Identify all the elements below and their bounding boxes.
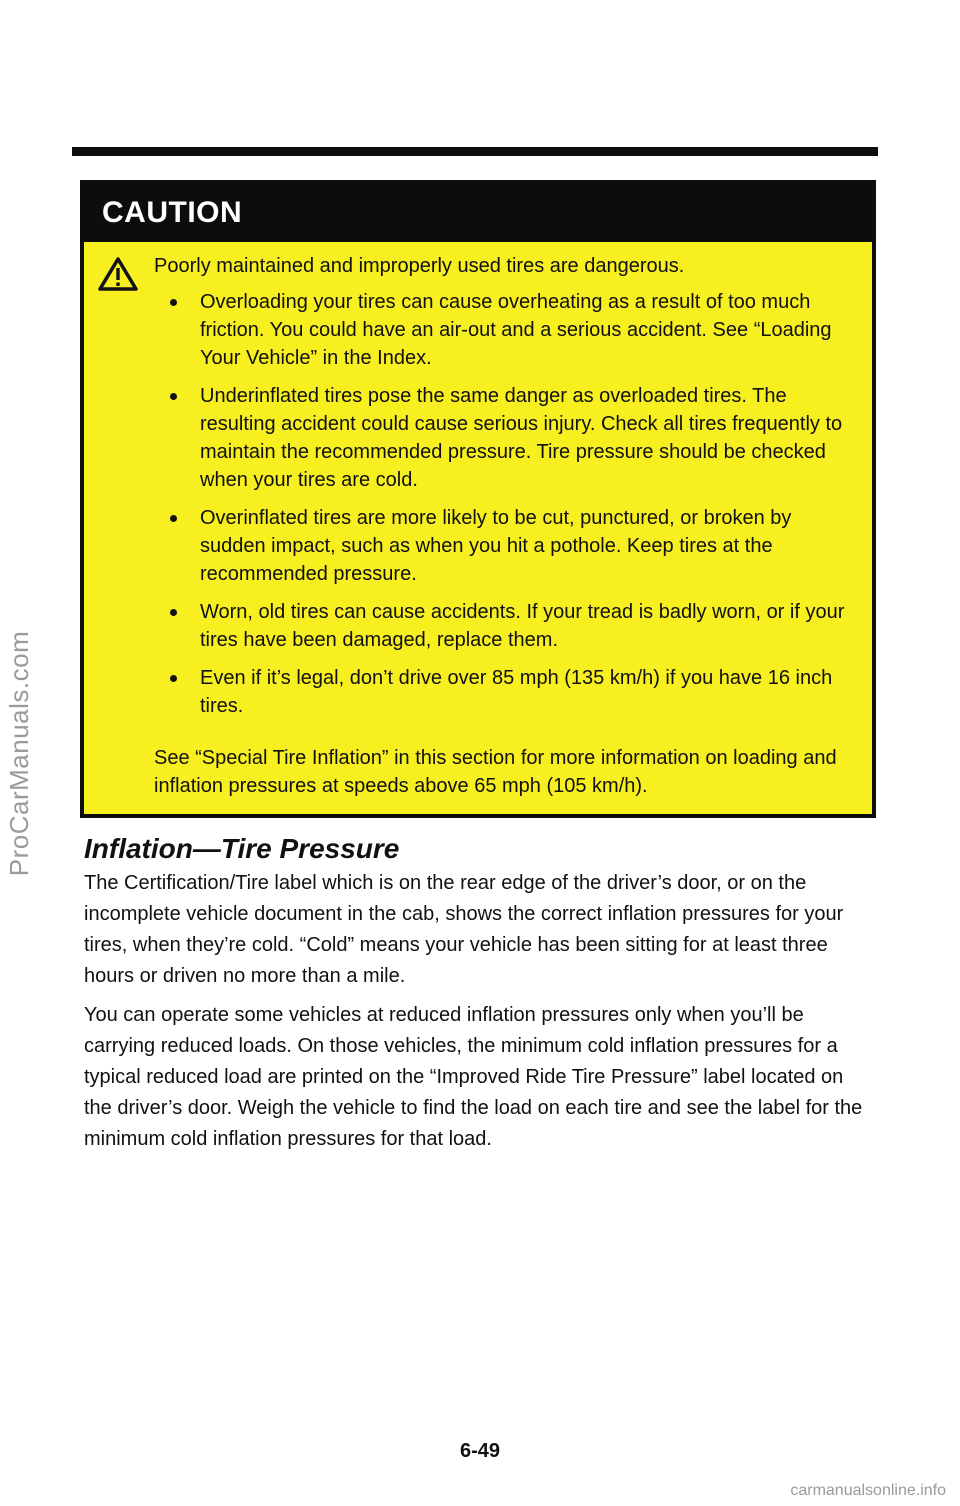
caution-intro: Poorly maintained and improperly used tires are dangerous.: [154, 255, 685, 277]
caution-list: [200, 288, 860, 730]
body-paragraph: You can operate some vehicles at reduced inflation pressures only when you’ll be carrying reduced loads. On those vehicles, the minimum cold inflation pressures for a typical reduced load are printed on the “Improved Ride Tire Pressure” label located on the driver’s door. Weigh the vehicle to find the load on each tire and see the label for the minimum cold inflation pressures for that load.: [84, 1004, 863, 1150]
section-title: Inflation—Tire Pressure: [84, 833, 400, 864]
caution-item-text: Worn, old tires can cause accidents. If your tread is badly worn, or if your tires have been damaged, replace them.: [200, 601, 845, 651]
caution-item-text: Underinflated tires pose the same danger as overloaded tires. The resulting accident could cause serious injury. Check all tires frequently to maintain the recommended pressure. Tire pressure should be checked when your tires are cold.: [200, 385, 843, 491]
side-watermark: [2, 0, 38, 1506]
body-paragraph: The Certification/Tire label which is on the rear edge of the driver’s door, or on the incomplete vehicle document in the cab, shows the correct inflation pressures for your tires, when they’re cold. “Cold” means your vehicle has been sitting for at least three hours or driven no more than a mile.: [84, 872, 844, 987]
caution-item-text: Overinflated tires are more likely to be cut, punctured, or broken by sudden impact, such as when you hit a pothole. Keep tires at the recommended pressure.: [200, 507, 792, 585]
caution-item: [200, 504, 860, 588]
caution-footer: See “Special Tire Inflation” in this section for more information on loading and inflation pressures at speeds above 65 mph (105 km/h).: [154, 747, 837, 797]
bullet-icon: [170, 675, 177, 682]
caution-item: [200, 598, 860, 654]
caution-header: CAUTION: [84, 184, 872, 242]
bullet-icon: [170, 393, 177, 400]
bottom-watermark: carmanualsonline.info: [790, 1482, 946, 1499]
caution-item-text: Even if it’s legal, don’t drive over 85 mph (135 km/h) if you have 16 inch tires.: [200, 667, 833, 717]
bullet-icon: [170, 299, 177, 306]
caution-box: [80, 180, 876, 818]
page-number: 6-49: [460, 1440, 501, 1462]
side-watermark-text: ProCarManuals.com: [4, 630, 35, 876]
caution-item-text: Overloading your tires can cause overheating as a result of too much friction. You could have an air-out and a serious accident. See “Loading Your Vehicle” in the Index.: [200, 291, 832, 369]
caution-item: [200, 664, 860, 720]
bullet-icon: [170, 515, 177, 522]
top-rule: [72, 147, 878, 156]
caution-item: [200, 288, 860, 372]
warning-triangle-icon: [98, 256, 138, 292]
caution-item: [200, 382, 860, 494]
bullet-icon: [170, 609, 177, 616]
